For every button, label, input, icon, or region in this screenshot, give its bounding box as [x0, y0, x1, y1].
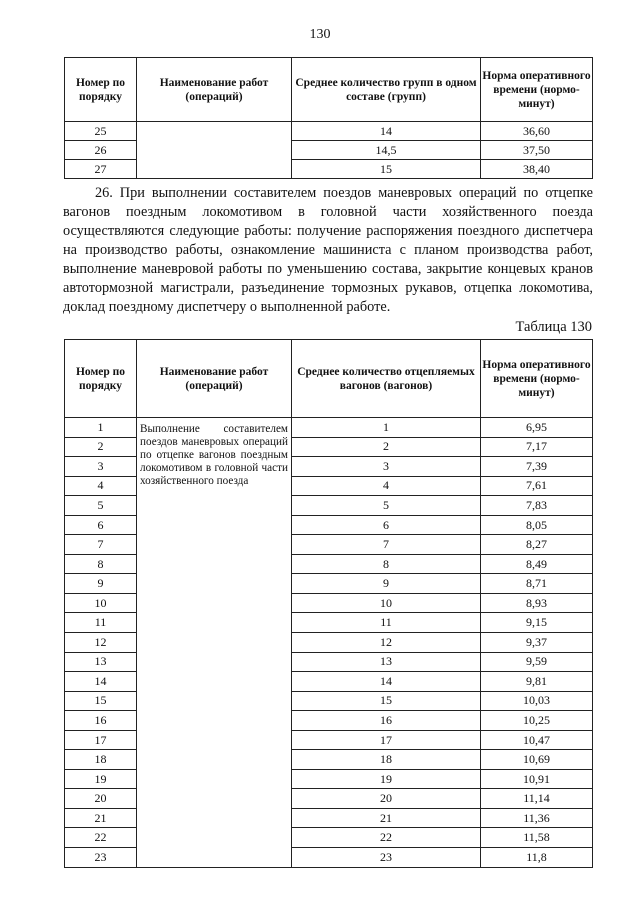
cell-wagons: 18 [292, 750, 481, 770]
cell-norm: 6,95 [481, 418, 593, 438]
cell-number: 6 [65, 515, 137, 535]
cell-norm: 7,39 [481, 457, 593, 477]
table-header-row [65, 340, 593, 418]
header-operation: Наименование работ (операций) [137, 58, 292, 122]
cell-number: 5 [65, 496, 137, 516]
header-norm: Норма оперативного времени (нормо-минут) [481, 340, 593, 418]
cell-norm: 38,40 [481, 160, 593, 179]
table-header-row [65, 58, 593, 122]
cell-number: 27 [65, 160, 137, 179]
cell-wagons: 4 [292, 476, 481, 496]
cell-number: 12 [65, 633, 137, 653]
cell-groups: 14,5 [292, 141, 481, 160]
cell-norm: 11,36 [481, 808, 593, 828]
cell-wagons: 17 [292, 730, 481, 750]
cell-norm: 10,91 [481, 769, 593, 789]
cell-norm: 10,03 [481, 691, 593, 711]
page-number: 130 [309, 27, 331, 42]
cell-wagons: 16 [292, 711, 481, 731]
cell-norm: 8,49 [481, 554, 593, 574]
cell-groups: 14 [292, 122, 481, 141]
cell-number: 16 [65, 711, 137, 731]
cell-norm: 10,69 [481, 750, 593, 770]
cell-number: 25 [65, 122, 137, 141]
cell-wagons: 6 [292, 515, 481, 535]
norms-table-continued [64, 57, 593, 179]
cell-number: 1 [65, 418, 137, 438]
cell-norm: 10,47 [481, 730, 593, 750]
cell-groups: 15 [292, 160, 481, 179]
cell-norm: 9,59 [481, 652, 593, 672]
cell-norm: 9,81 [481, 672, 593, 692]
cell-wagons: 15 [292, 691, 481, 711]
cell-number: 3 [65, 457, 137, 477]
cell-operation-description: Выполнение составителем поездов маневровых операций по отцепке вагонов поездным локомотивом в головной части хозяйственного поезда [137, 418, 292, 868]
cell-number: 13 [65, 652, 137, 672]
header-norm: Норма оперативного времени (нормо-минут) [481, 58, 593, 122]
header-operation: Наименование работ (операций) [137, 340, 292, 418]
cell-number: 2 [65, 437, 137, 457]
cell-wagons: 3 [292, 457, 481, 477]
cell-number: 8 [65, 554, 137, 574]
cell-wagons: 23 [292, 848, 481, 868]
cell-wagons: 9 [292, 574, 481, 594]
header-wagons: Среднее количество отцепляемых вагонов (вагонов) [292, 340, 481, 418]
cell-norm: 11,8 [481, 848, 593, 868]
cell-norm: 11,14 [481, 789, 593, 809]
cell-wagons: 7 [292, 535, 481, 555]
cell-wagons: 13 [292, 652, 481, 672]
cell-wagons: 20 [292, 789, 481, 809]
clause-26-paragraph [63, 184, 593, 317]
cell-norm: 8,27 [481, 535, 593, 555]
cell-norm: 36,60 [481, 122, 593, 141]
cell-number: 11 [65, 613, 137, 633]
cell-number: 19 [65, 769, 137, 789]
cell-number: 9 [65, 574, 137, 594]
cell-number: 4 [65, 476, 137, 496]
cell-wagons: 2 [292, 437, 481, 457]
cell-norm: 8,05 [481, 515, 593, 535]
header-groups: Среднее количество групп в одном составе (групп) [292, 58, 481, 122]
norms-table-130 [64, 339, 593, 868]
cell-number: 20 [65, 789, 137, 809]
cell-norm: 9,15 [481, 613, 593, 633]
cell-norm: 10,25 [481, 711, 593, 731]
cell-number: 22 [65, 828, 137, 848]
cell-wagons: 5 [292, 496, 481, 516]
cell-number: 17 [65, 730, 137, 750]
cell-norm: 11,58 [481, 828, 593, 848]
cell-number: 26 [65, 141, 137, 160]
cell-wagons: 10 [292, 593, 481, 613]
header-number: Номер по порядку [65, 58, 137, 122]
cell-wagons: 14 [292, 672, 481, 692]
cell-number: 7 [65, 535, 137, 555]
header-number: Номер по порядку [65, 340, 137, 418]
cell-norm: 7,61 [481, 476, 593, 496]
cell-wagons: 12 [292, 633, 481, 653]
cell-number: 21 [65, 808, 137, 828]
cell-wagons: 22 [292, 828, 481, 848]
cell-norm: 7,83 [481, 496, 593, 516]
table-row [65, 418, 593, 438]
cell-norm: 9,37 [481, 633, 593, 653]
cell-wagons: 19 [292, 769, 481, 789]
table-row [65, 122, 593, 141]
cell-wagons: 11 [292, 613, 481, 633]
cell-wagons: 1 [292, 418, 481, 438]
cell-norm: 8,93 [481, 593, 593, 613]
cell-wagons: 8 [292, 554, 481, 574]
cell-norm: 7,17 [481, 437, 593, 457]
table-caption: Таблица 130 [515, 319, 592, 335]
cell-norm: 8,71 [481, 574, 593, 594]
cell-number: 10 [65, 593, 137, 613]
paragraph-text: 26. При выполнении составителем поездов маневровых операций по отцепке вагонов поездным локомотивом в головной части хозяйственного поезда осуществляются следующие работы: получение распоряжения поездного диспетчера на производство работы, ознакомление машиниста с планом производства работ, выполнение маневровой работы по уменьшению состава, закрытие концевых кранов автотормозной магистрали, разъединение тормозных рукавов, отцепка локомотива, доклад поездному диспетчеру о выполненной работе. [63, 185, 593, 315]
cell-number: 14 [65, 672, 137, 692]
cell-operation [137, 122, 292, 179]
cell-number: 23 [65, 848, 137, 868]
cell-wagons: 21 [292, 808, 481, 828]
cell-number: 18 [65, 750, 137, 770]
cell-number: 15 [65, 691, 137, 711]
cell-norm: 37,50 [481, 141, 593, 160]
